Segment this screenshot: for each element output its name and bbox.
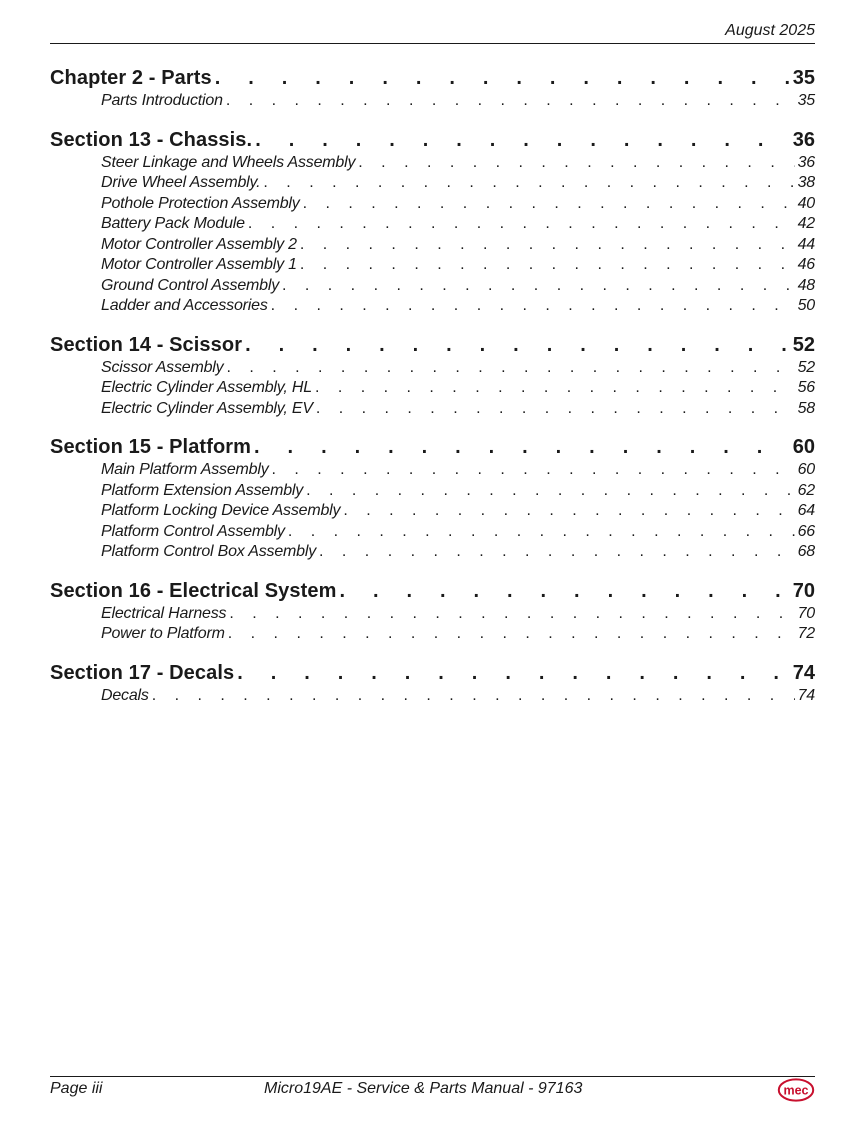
toc-section-entry[interactable] xyxy=(50,66,815,91)
toc-entry-title: Power to Platform xyxy=(101,625,225,642)
toc-entry-title: Electrical Harness xyxy=(101,604,227,622)
footer-manual-title: Micro19AE - Service & Parts Manual - 97163 xyxy=(264,1080,583,1097)
toc-entry[interactable] xyxy=(50,522,815,543)
dot-leader xyxy=(215,66,790,91)
dot-leader xyxy=(255,128,790,153)
toc-entry[interactable] xyxy=(50,276,815,297)
dot-leader xyxy=(306,481,795,502)
dot-leader xyxy=(358,153,794,174)
toc-entry-page: 56 xyxy=(797,379,815,396)
toc-entry-page: 35 xyxy=(797,92,815,109)
toc-entry-title: Ladder and Accessories xyxy=(101,297,268,314)
toc-entry-page: 60 xyxy=(797,461,815,478)
toc-entry-title: Platform Control Assembly xyxy=(101,522,285,540)
dot-leader xyxy=(237,661,790,686)
dot-leader xyxy=(300,255,795,276)
dot-leader xyxy=(316,399,795,420)
toc-section-title: Chapter 2 - Parts xyxy=(50,67,212,89)
dot-leader xyxy=(152,686,795,707)
toc-entry-title: Main Platform Assembly xyxy=(101,461,269,478)
toc-entry-page: 48 xyxy=(797,276,815,294)
toc-entry-title: Platform Extension Assembly xyxy=(101,481,304,499)
toc-entry-page: 40 xyxy=(797,194,815,212)
toc-entry[interactable] xyxy=(50,460,815,481)
header-divider xyxy=(50,43,815,44)
toc-entry-title: Decals xyxy=(101,686,149,704)
toc-entry[interactable] xyxy=(50,296,815,317)
dot-leader xyxy=(343,501,794,522)
toc-section xyxy=(50,661,815,707)
toc-section-page: 70 xyxy=(792,579,815,602)
mec-logo xyxy=(777,1078,815,1102)
toc-section xyxy=(50,435,815,563)
toc-entry-title: Platform Locking Device Assembly xyxy=(101,502,341,519)
toc-section xyxy=(50,128,815,317)
toc-section xyxy=(50,333,815,420)
toc-entry-title: Steer Linkage and Wheels Assembly xyxy=(101,153,356,171)
toc-entry[interactable] xyxy=(50,686,815,707)
toc-entry[interactable] xyxy=(50,542,815,563)
toc-section-title: Section 13 - Chassis. xyxy=(50,128,253,151)
toc-entry[interactable] xyxy=(50,399,815,420)
dot-leader xyxy=(245,333,790,358)
toc-section-page: 36 xyxy=(792,128,815,151)
toc-section-entry[interactable] xyxy=(50,128,815,153)
toc-entry[interactable] xyxy=(50,604,815,625)
dot-leader xyxy=(288,522,795,543)
toc-section-title: Section 16 - Electrical System xyxy=(50,579,337,602)
toc-section-title: Section 14 - Scissor xyxy=(50,333,243,356)
toc-section-entry[interactable] xyxy=(50,661,815,686)
toc-section-entry[interactable] xyxy=(50,435,815,460)
toc-entry-title: Electric Cylinder Assembly, HL xyxy=(101,379,312,396)
toc-entry-page: 72 xyxy=(797,625,815,642)
toc-entry-page: 68 xyxy=(797,543,815,560)
dot-leader xyxy=(282,276,795,297)
toc-section-title: Section 15 - Platform xyxy=(50,436,252,458)
toc-entry-title: Scissor Assembly xyxy=(101,358,224,376)
dot-leader xyxy=(248,214,795,235)
toc-entry-title: Parts Introduction xyxy=(101,92,223,109)
toc-entry-page: 52 xyxy=(797,358,815,376)
toc-section-title: Section 17 - Decals xyxy=(50,661,235,684)
dot-leader xyxy=(300,235,795,256)
dot-leader xyxy=(263,173,794,194)
footer-divider xyxy=(50,1076,815,1077)
toc-entry[interactable] xyxy=(50,194,815,215)
toc-entry-title: Electric Cylinder Assembly, EV xyxy=(101,399,313,417)
toc-entry-page: 74 xyxy=(797,686,815,704)
toc-entry[interactable] xyxy=(50,624,815,645)
toc-entry[interactable] xyxy=(50,255,815,276)
toc-entry[interactable] xyxy=(50,235,815,256)
toc-entry-title: Drive Wheel Assembly. xyxy=(101,174,261,191)
toc-entry[interactable] xyxy=(50,91,815,112)
dot-leader xyxy=(339,579,789,604)
toc-section-entry[interactable] xyxy=(50,579,815,604)
toc-section-entry[interactable] xyxy=(50,333,815,358)
mec-logo-text: mec xyxy=(783,1083,809,1098)
toc-section-page: 35 xyxy=(792,67,815,89)
dot-leader xyxy=(315,378,795,399)
toc-entry-page: 64 xyxy=(797,502,815,519)
toc-section-page: 60 xyxy=(792,436,815,458)
dot-leader xyxy=(229,604,794,625)
toc-entry[interactable] xyxy=(50,153,815,174)
toc-entry[interactable] xyxy=(50,501,815,522)
toc-entry-page: 42 xyxy=(797,215,815,232)
toc-entry[interactable] xyxy=(50,358,815,379)
toc-section-page: 52 xyxy=(792,333,815,356)
header-date: August 2025 xyxy=(725,22,815,39)
toc-entry-title: Pothole Protection Assembly xyxy=(101,194,300,212)
dot-leader xyxy=(254,435,790,460)
toc-entry[interactable] xyxy=(50,173,815,194)
dot-leader xyxy=(226,358,794,379)
toc-entry-title: Platform Control Box Assembly xyxy=(101,543,317,560)
toc-section xyxy=(50,579,815,645)
table-of-contents xyxy=(50,66,815,722)
dot-leader xyxy=(272,460,795,481)
dot-leader xyxy=(319,542,795,563)
dot-leader xyxy=(228,624,795,645)
toc-entry-page: 38 xyxy=(797,174,815,191)
toc-entry[interactable] xyxy=(50,481,815,502)
dot-leader xyxy=(226,91,795,112)
toc-entry-page: 58 xyxy=(797,399,815,417)
toc-section-page: 74 xyxy=(792,661,815,684)
toc-entry-page: 46 xyxy=(797,256,815,273)
toc-section xyxy=(50,66,815,112)
toc-entry-page: 50 xyxy=(797,297,815,314)
toc-entry-title: Motor Controller Assembly 1 xyxy=(101,256,297,273)
toc-entry-title: Battery Pack Module xyxy=(101,215,245,232)
dot-leader xyxy=(303,194,795,215)
toc-entry-title: Motor Controller Assembly 2 xyxy=(101,235,297,253)
toc-entry[interactable] xyxy=(50,378,815,399)
toc-entry-page: 70 xyxy=(797,604,815,622)
toc-entry-page: 44 xyxy=(797,235,815,253)
toc-entry-page: 62 xyxy=(797,481,815,499)
dot-leader xyxy=(271,296,795,317)
footer-page-number: Page iii xyxy=(50,1080,103,1097)
toc-entry-title: Ground Control Assembly xyxy=(101,276,279,294)
toc-entry-page: 66 xyxy=(797,522,815,540)
toc-entry-page: 36 xyxy=(797,153,815,171)
toc-entry[interactable] xyxy=(50,214,815,235)
